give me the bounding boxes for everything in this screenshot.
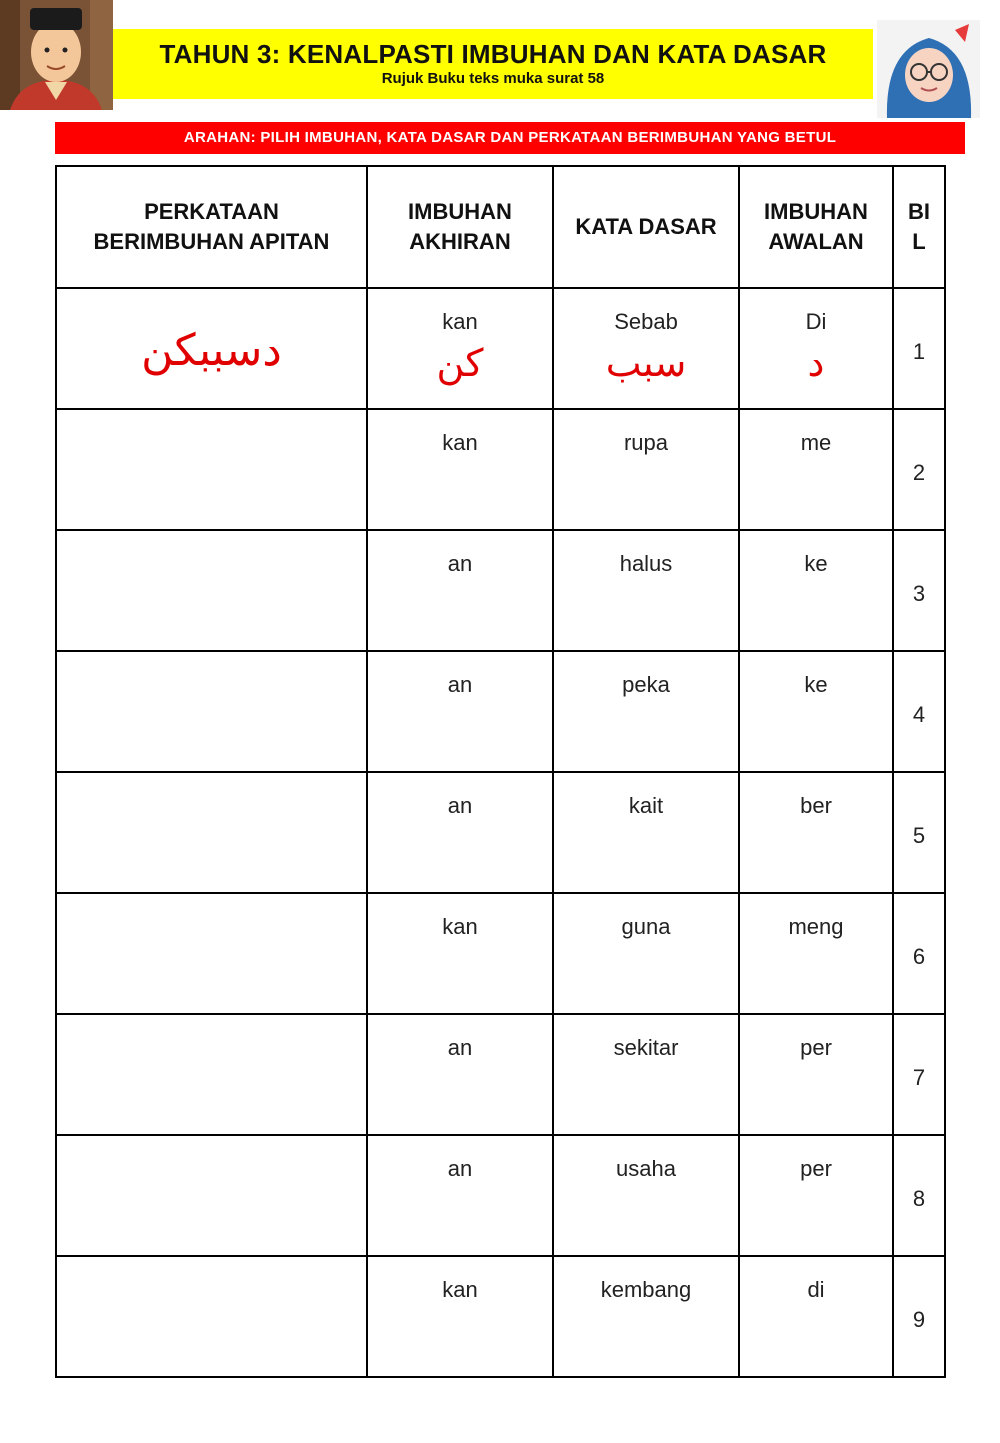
table-row bbox=[56, 288, 945, 409]
instruction-banner: ARAHAN: PILIH IMBUHAN, KATA DASAR DAN PERKATAAN BERIMBUHAN YANG BETUL bbox=[55, 122, 965, 154]
akhiran-word: kan bbox=[442, 914, 478, 939]
akhiran-cell[interactable] bbox=[367, 1256, 553, 1377]
apitan-cell[interactable] bbox=[56, 893, 367, 1014]
awalan-cell[interactable] bbox=[739, 1014, 893, 1135]
bil-cell bbox=[893, 772, 945, 893]
apitan-cell[interactable] bbox=[56, 409, 367, 530]
bil-number: 7 bbox=[912, 1065, 926, 1090]
apitan-cell bbox=[56, 288, 367, 409]
kata-dasar-cell[interactable] bbox=[553, 530, 739, 651]
awalan-word: per bbox=[800, 1156, 832, 1181]
kata-dasar-word: kembang bbox=[600, 1277, 692, 1302]
akhiran-cell[interactable] bbox=[367, 651, 553, 772]
bil-number: 1 bbox=[912, 339, 926, 364]
akhiran-word: kan bbox=[442, 1277, 478, 1302]
awalan-word: me bbox=[800, 430, 832, 455]
bil-cell bbox=[893, 893, 945, 1014]
awalan-cell[interactable] bbox=[739, 1135, 893, 1256]
apitan-jawi-answer: دسببكن bbox=[141, 325, 282, 376]
awalan-word: ber bbox=[800, 793, 832, 818]
kata-dasar-cell[interactable] bbox=[553, 288, 739, 409]
akhiran-jawi: كن bbox=[436, 341, 484, 385]
akhiran-word: an bbox=[447, 793, 473, 818]
worksheet-table bbox=[55, 165, 946, 1378]
girl-avatar-image bbox=[877, 20, 980, 118]
kata-dasar-cell[interactable] bbox=[553, 651, 739, 772]
table-row bbox=[56, 409, 945, 530]
awalan-word: ke bbox=[804, 551, 828, 576]
awalan-word: ke bbox=[804, 672, 828, 697]
akhiran-cell[interactable] bbox=[367, 288, 553, 409]
apitan-cell[interactable] bbox=[56, 530, 367, 651]
table-row bbox=[56, 530, 945, 651]
worksheet-title: TAHUN 3: KENALPASTI IMBUHAN DAN KATA DASAR bbox=[159, 39, 827, 69]
table-header-row bbox=[56, 166, 945, 288]
bil-cell bbox=[893, 530, 945, 651]
table-row bbox=[56, 893, 945, 1014]
header-awalan: IMBUHAN AWALAN bbox=[739, 166, 893, 288]
apitan-answer-slot[interactable] bbox=[63, 1021, 360, 1128]
table-row bbox=[56, 1014, 945, 1135]
header-kata-dasar: KATA DASAR bbox=[553, 166, 739, 288]
bil-cell bbox=[893, 1256, 945, 1377]
kata-dasar-cell[interactable] bbox=[553, 893, 739, 1014]
bil-number: 8 bbox=[912, 1186, 926, 1211]
akhiran-cell[interactable] bbox=[367, 409, 553, 530]
bil-cell bbox=[893, 651, 945, 772]
akhiran-word: an bbox=[447, 551, 473, 576]
akhiran-word: an bbox=[447, 672, 473, 697]
header-apitan: PERKATAAN BERIMBUHAN APITAN bbox=[56, 166, 367, 288]
awalan-cell[interactable] bbox=[739, 530, 893, 651]
bil-cell bbox=[893, 1014, 945, 1135]
awalan-cell[interactable] bbox=[739, 893, 893, 1014]
bil-cell bbox=[893, 288, 945, 409]
akhiran-cell[interactable] bbox=[367, 772, 553, 893]
akhiran-cell[interactable] bbox=[367, 893, 553, 1014]
apitan-answer-slot[interactable] bbox=[63, 900, 360, 1007]
apitan-answer-slot[interactable] bbox=[63, 416, 360, 523]
apitan-cell[interactable] bbox=[56, 651, 367, 772]
boy-avatar-image bbox=[0, 0, 113, 110]
akhiran-word: kan bbox=[442, 430, 478, 455]
kata-dasar-word: usaha bbox=[616, 1156, 676, 1181]
kata-dasar-word: kait bbox=[628, 793, 664, 818]
apitan-answer-slot[interactable] bbox=[63, 779, 360, 886]
bil-number: 5 bbox=[912, 823, 926, 848]
akhiran-cell[interactable] bbox=[367, 1135, 553, 1256]
bil-number: 6 bbox=[912, 944, 926, 969]
apitan-cell[interactable] bbox=[56, 1014, 367, 1135]
awalan-word: per bbox=[800, 1035, 832, 1060]
kata-dasar-jawi: سبب bbox=[605, 341, 687, 385]
akhiran-cell[interactable] bbox=[367, 530, 553, 651]
apitan-answer-slot[interactable] bbox=[63, 537, 360, 644]
apitan-cell[interactable] bbox=[56, 1256, 367, 1377]
table-row bbox=[56, 1256, 945, 1377]
apitan-answer-slot[interactable] bbox=[63, 658, 360, 765]
kata-dasar-word: sekitar bbox=[613, 1035, 679, 1060]
table-row bbox=[56, 651, 945, 772]
worksheet-subtitle: Rujuk Buku teks muka surat 58 bbox=[381, 70, 605, 87]
awalan-cell[interactable] bbox=[739, 409, 893, 530]
akhiran-cell[interactable] bbox=[367, 1014, 553, 1135]
kata-dasar-word: Sebab bbox=[614, 309, 678, 334]
awalan-word: Di bbox=[805, 309, 827, 334]
awalan-word: di bbox=[807, 1277, 825, 1302]
kata-dasar-cell[interactable] bbox=[553, 1135, 739, 1256]
awalan-cell[interactable] bbox=[739, 288, 893, 409]
akhiran-word: an bbox=[447, 1035, 473, 1060]
apitan-answer-slot[interactable] bbox=[63, 1263, 360, 1370]
bil-number: 3 bbox=[912, 581, 926, 606]
apitan-answer-slot[interactable] bbox=[63, 1142, 360, 1249]
kata-dasar-word: guna bbox=[621, 914, 671, 939]
bil-number: 9 bbox=[912, 1307, 926, 1332]
bil-number: 4 bbox=[912, 702, 926, 727]
kata-dasar-cell[interactable] bbox=[553, 1256, 739, 1377]
kata-dasar-word: peka bbox=[622, 672, 670, 697]
header-bil: BI L bbox=[893, 166, 945, 288]
awalan-cell[interactable] bbox=[739, 772, 893, 893]
kata-dasar-word: rupa bbox=[623, 430, 669, 455]
apitan-cell[interactable] bbox=[56, 1135, 367, 1256]
table-row bbox=[56, 1135, 945, 1256]
bil-cell bbox=[893, 1135, 945, 1256]
akhiran-word: kan bbox=[442, 309, 478, 334]
kata-dasar-cell[interactable] bbox=[553, 1014, 739, 1135]
kata-dasar-cell[interactable] bbox=[553, 772, 739, 893]
awalan-jawi: د bbox=[807, 341, 825, 385]
title-band bbox=[113, 29, 873, 99]
awalan-cell[interactable] bbox=[739, 1256, 893, 1377]
awalan-cell[interactable] bbox=[739, 651, 893, 772]
header-akhiran: IMBUHAN AKHIRAN bbox=[367, 166, 553, 288]
akhiran-word: an bbox=[447, 1156, 473, 1181]
kata-dasar-word: halus bbox=[619, 551, 673, 576]
bil-cell bbox=[893, 409, 945, 530]
table-row bbox=[56, 772, 945, 893]
apitan-cell[interactable] bbox=[56, 772, 367, 893]
bil-number: 2 bbox=[912, 460, 926, 485]
kata-dasar-cell[interactable] bbox=[553, 409, 739, 530]
awalan-word: meng bbox=[788, 914, 844, 939]
